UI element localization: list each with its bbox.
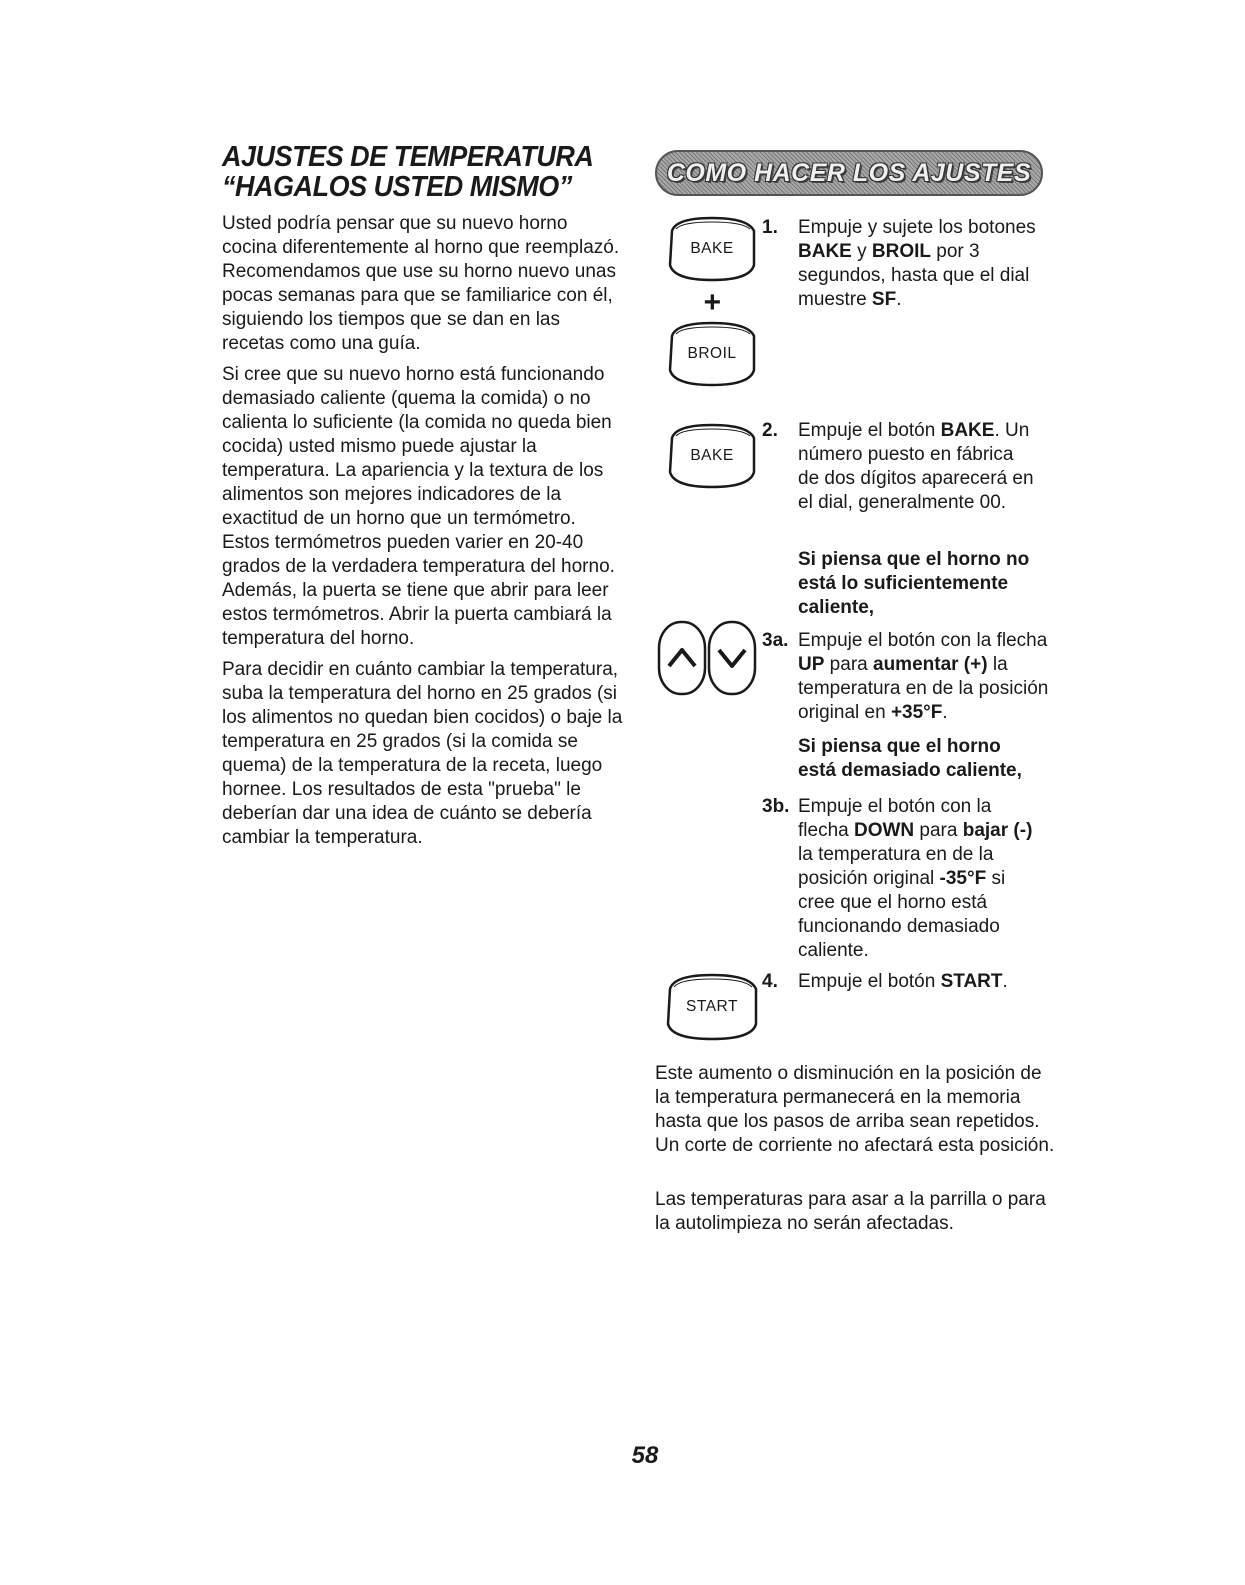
intro-paragraph: Usted podría pensar que su nuevo horno cocina diferentemente al horno que reemplazó. Recomendamos que use su horno nuevo unas pocas semanas para que se familiarice con él, siguiendo los tiempos que se dan en las recetas como una guía. [222, 213, 620, 354]
step-3b-text: Empuje el botón con la flecha DOWN para bajar (-) la temperatura en de la posición original -35°F si cree que el horno está funcionando demasiado caliente. [798, 796, 1033, 961]
up-arrow-key-icon [657, 620, 707, 696]
step-3a-text: Empuje el botón con la flecha UP para aumentar (+) la temperatura en de la posición original en +35°F. [798, 630, 1049, 723]
note-too-hot: Si piensa que el horno está demasiado caliente, [798, 736, 1022, 781]
step-3a-number: 3a. [762, 630, 789, 651]
banner-text: COMO HACER LOS AJUSTES [666, 158, 1032, 187]
broil-key-label: BROIL [687, 345, 737, 362]
bake-key-label: BAKE [690, 240, 734, 257]
step-1-number: 1. [762, 217, 778, 238]
step-3b [762, 795, 1066, 965]
bake-key-label-step2: BAKE [690, 447, 734, 464]
broil-key-icon [666, 320, 758, 388]
step-1 [762, 216, 1066, 316]
bake-key-icon [666, 215, 758, 283]
step-2-number: 2. [762, 420, 778, 441]
step-3b-number: 3b. [762, 796, 790, 817]
step-2 [762, 419, 1066, 543]
step-1-text: Empuje y sujete los botones BAKE y BROIL por 3 segundos, hasta que el dial muestre SF. [798, 217, 1036, 310]
start-key-icon [664, 972, 760, 1042]
note-not-hot-enough: Si piensa que el horno no está lo suficientemente caliente, [798, 549, 1030, 618]
plus-icon: + [703, 286, 721, 319]
title-line-2: “HAGALOS USTED MISMO” [222, 171, 572, 203]
broil-clean-paragraph: Las temperaturas para asar a la parrilla o para la autolimpieza no serán afectadas. [655, 1189, 1046, 1234]
page-number: 58 [631, 1442, 659, 1469]
how-to-adjust-banner [655, 150, 1043, 196]
bake-key-icon-step2 [666, 422, 758, 490]
how-much-paragraph: Para decidir en cuánto cambiar la temperatura, suba la temperatura del horno en 25 grados (si los alimentos no quedan bien cocidos) o baje la temperatura en 25 grados (si la comida se quema) de la temperatura de la receta, luego hornee. Los resultados de esta "prueba" le deberían dar una idea de cuánto se debería cambiar la temperatura. [222, 659, 623, 848]
step-4-text: Empuje el botón START. [798, 971, 1008, 992]
down-arrow-key-icon [707, 620, 757, 696]
title-line-1: AJUSTES DE TEMPERATURA [222, 141, 594, 173]
adjust-reason-paragraph: Si cree que su nuevo horno está funcionando demasiado caliente (quema la comida) o no calienta lo suficiente (la comida no queda bien cocida) usted mismo puede ajustar la temperatura. La apariencia y la textura de los alimentos son mejores indicadores de la exactitud de un horno que un termómetro. Estos termómetros pueden varier en 20-40 grados de la verdadera temperatura del horno. Además, la puerta se tiene que abrir para leer estos termómetros. Abrir la puerta cambiará la temperatura del horno. [222, 364, 615, 649]
section-title [222, 142, 599, 202]
step-4 [762, 970, 1066, 1000]
step-4-number: 4. [762, 971, 778, 992]
step-3a [762, 629, 1066, 729]
start-key-label: START [686, 998, 738, 1015]
step-2-text: Empuje el botón BAKE. Un número puesto en fábrica de dos dígitos aparecerá en el dial, generalmente 00. [798, 420, 1034, 513]
memory-paragraph: Este aumento o disminución en la posición de la temperatura permanecerá en la memoria hasta que los pasos de arriba sean repetidos. Un corte de corriente no afectará esta posición. [655, 1063, 1055, 1156]
left-column [222, 142, 627, 857]
